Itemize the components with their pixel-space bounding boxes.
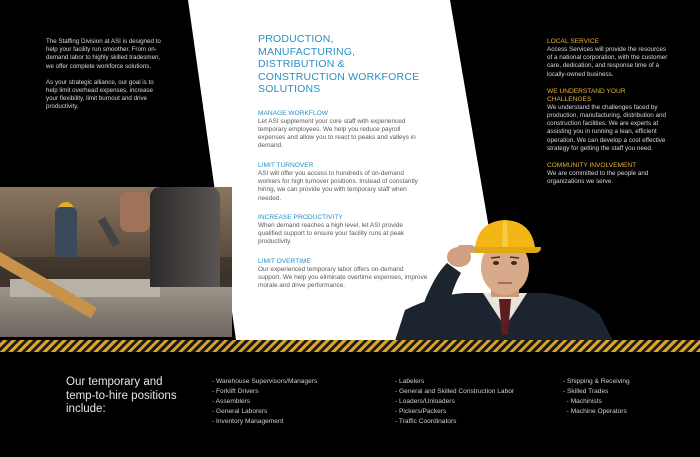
section-body-limit-overtime: Our experienced temporary labor offers on-demand support. We help you eliminate overtime expenses, improve morale and drive performance. [258,265,428,290]
position-item: - Inventory Management [212,418,284,425]
hazard-stripe-divider [0,340,700,352]
section-title-manage-workflow: MANAGE WORKFLOW [258,109,328,117]
section-title-local-service: LOCAL SERVICE [547,38,600,45]
section-title-limit-turnover: LIMIT TURNOVER [258,161,314,169]
construction-photo [0,187,232,337]
position-item: - General Laborers [212,408,268,415]
position-item: - Machine Operators [563,408,627,415]
section-body-challenges: We understand the challenges faced by production, manufacturing, distribution and construction facilities. We are experts at assisting you in running a lean, efficient operation. We can develop a cost effective strategy for getting the staff you need. [547,103,667,152]
position-item: - Labelers [395,378,425,385]
intro-paragraph-2: As your strategic alliance, our goal is to help limit overhead expenses, increase your flexibility, limit burnout and drive productivity. [46,78,154,111]
section-title-community: COMMUNITY INVOLVEMENT [547,162,637,170]
section-body-increase-productivity: When demand reaches a high level, let ASI provide qualified support to ensure your facility runs at peak productivity. [258,221,405,246]
section-body-community: We are committed to the people and organizations we serve. [547,170,649,186]
main-heading: PRODUCTION, MANUFACTURING, DISTRIBUTION & CONSTRUCTION WORKFORCE SOLUTIONS [258,33,420,95]
section-title-limit-overtime: LIMIT OVERTIME [258,257,311,265]
man-with-hardhat-photo [395,215,615,341]
position-item: - Forklift Drivers [212,388,259,395]
left-intro-text [46,38,161,120]
positions-section [0,352,700,457]
section-body-local-service: Access Services will provide the resources of a national corporation, with the customer care, dedication, and response time of a locally-owned business. [547,46,668,78]
right-content [547,38,669,195]
position-item: - Loaders/Unloaders [395,398,455,405]
position-item: - Assemblers [212,398,251,405]
section-body-limit-turnover: ASI will offer you access to hundreds of on-demand workers for high turnover positions. Instead of constantly hiring, we can provide you with temporary staff when needed. [258,169,418,202]
intro-paragraph-1: The Staffing Division at ASI is designed to help your facility run smoother. From on-demand labor to highly skilled tradesmen, we offer complete workforce solutions. [46,38,161,70]
position-item: - Pickers/Packers [395,408,447,415]
section-body-manage-workflow: Let ASI supplement your core staff with experienced temporary employees. We help you reduce payroll expenses and allow you to react to peaks and valleys in demand. [258,117,416,150]
position-item: - Machinists [563,398,602,405]
position-item: - Skilled Trades [563,388,609,395]
position-item: - Warehouse Supervisors/Managers [212,378,318,385]
positions-column-2 [395,377,514,427]
position-item: - General and Skilled Construction Labor [395,388,515,395]
positions-column-1 [212,377,317,427]
position-item: - Shipping & Receiving [563,378,630,385]
section-title-increase-productivity: INCREASE PRODUCTIVITY [258,213,343,221]
position-item: - Traffic Coordinators [395,418,457,425]
positions-column-3 [563,377,630,417]
positions-title: Our temporary and temp-to-hire positions include: [66,376,177,415]
section-title-challenges: WE UNDERSTAND YOUR CHALLENGES [547,87,626,103]
